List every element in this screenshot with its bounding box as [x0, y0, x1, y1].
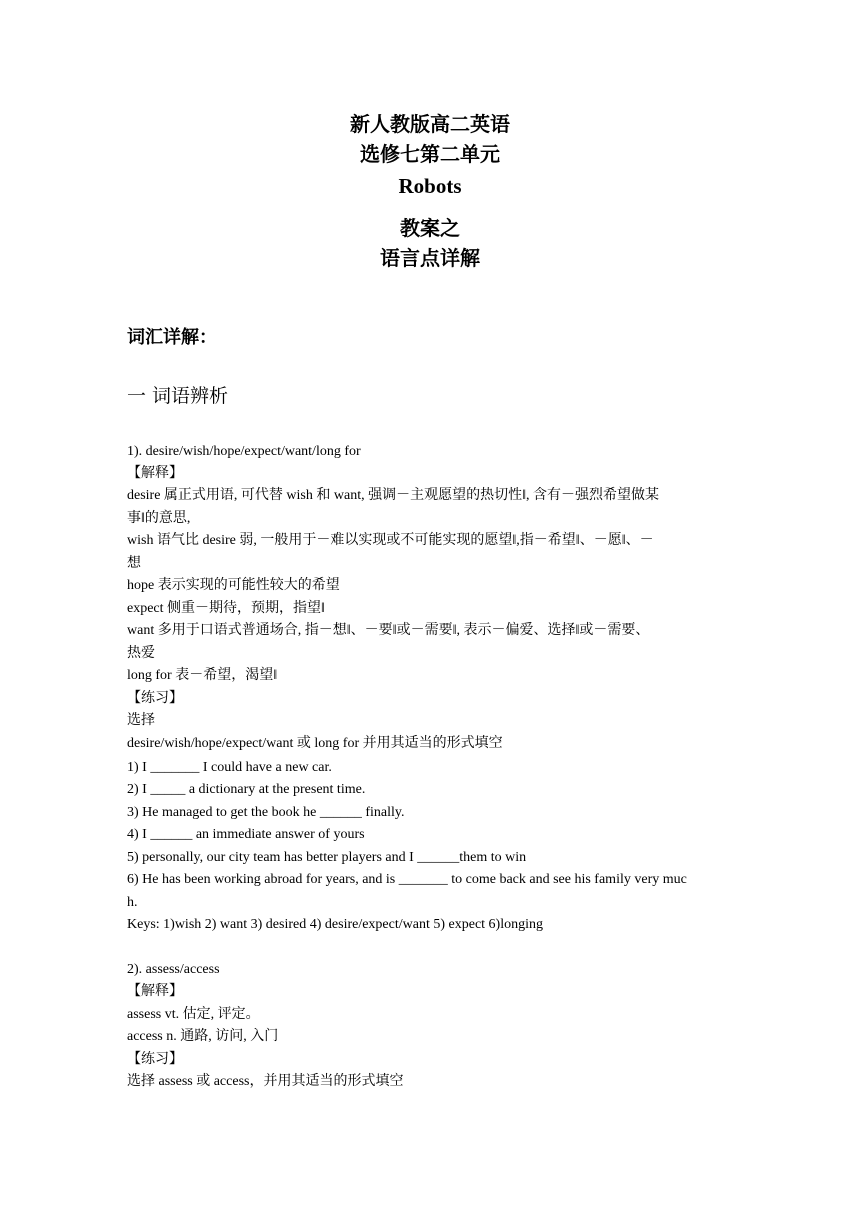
title-line-5: 语言点详解	[380, 246, 480, 270]
exercise-item: 1) I _______ I could have a new car.	[127, 760, 332, 775]
title-line-2: 选修七第二单元	[360, 142, 500, 166]
text-line: 热爱	[127, 646, 155, 661]
text-line: 【解释】	[127, 466, 183, 481]
answer-keys: Keys: 1)wish 2) want 3) desired 4) desire/expect/want 5) expect 6)longing	[127, 917, 543, 932]
exercise-item: 4) I ______ an immediate answer of yours	[127, 827, 365, 842]
text-line: 想	[127, 556, 141, 571]
text-line: 1). desire/wish/hope/expect/want/long for	[127, 444, 361, 459]
title-line-1: 新人教版高二英语	[350, 112, 510, 136]
text-line: 选择	[127, 713, 155, 728]
section-heading: 一 词语辨析	[127, 385, 229, 407]
vocab-heading: 词汇详解：	[127, 327, 217, 348]
text-line: 事‖的意思,	[127, 511, 191, 526]
text-line: long for 表－希望，渴望‖	[127, 668, 278, 683]
text-line: 选择 assess 或 access，并用其适当的形式填空	[127, 1074, 404, 1089]
text-line: 【练习】	[127, 691, 183, 706]
exercise-item: 2) I _____ a dictionary at the present time.	[127, 782, 366, 797]
title-line-4: 教案之	[400, 216, 460, 240]
text-line: want 多用于口语式普通场合, 指－想‖、－要‖或－需要‖, 表示－偏爱、选择‖或－需要、	[127, 623, 650, 638]
exercise-item: 6) He has been working abroad for years, and is _______ to come back and see his family very muc	[127, 872, 687, 887]
text-line: expect 侧重－期待，预期，指望‖	[127, 601, 325, 616]
text-line: 2). assess/access	[127, 962, 220, 977]
text-line: 【解释】	[127, 984, 183, 999]
exercise-item: 5) personally, our city team has better players and I ______them to win	[127, 850, 527, 865]
text-line: hope 表示实现的可能性较大的希望	[127, 578, 340, 593]
title-robots: Robots	[398, 174, 462, 198]
text-line: assess vt. 估定, 评定。	[127, 1007, 260, 1022]
text-line: 【练习】	[127, 1052, 183, 1067]
exercise-item: h.	[127, 895, 138, 910]
text-line: desire 属正式用语, 可代替 wish 和 want, 强调－主观愿望的热切性‖, 含有－强烈希望做某	[127, 488, 660, 503]
text-line: desire/wish/hope/expect/want 或 long for 并用其适当的形式填空	[127, 736, 503, 751]
text-line: wish 语气比 desire 弱, 一般用于－难以实现或不可能实现的愿望‖,指－希望‖、－愿‖、－	[127, 533, 654, 548]
exercise-item: 3) He managed to get the book he ______ finally.	[127, 805, 405, 820]
text-line: access n. 通路, 访问, 入门	[127, 1029, 279, 1044]
